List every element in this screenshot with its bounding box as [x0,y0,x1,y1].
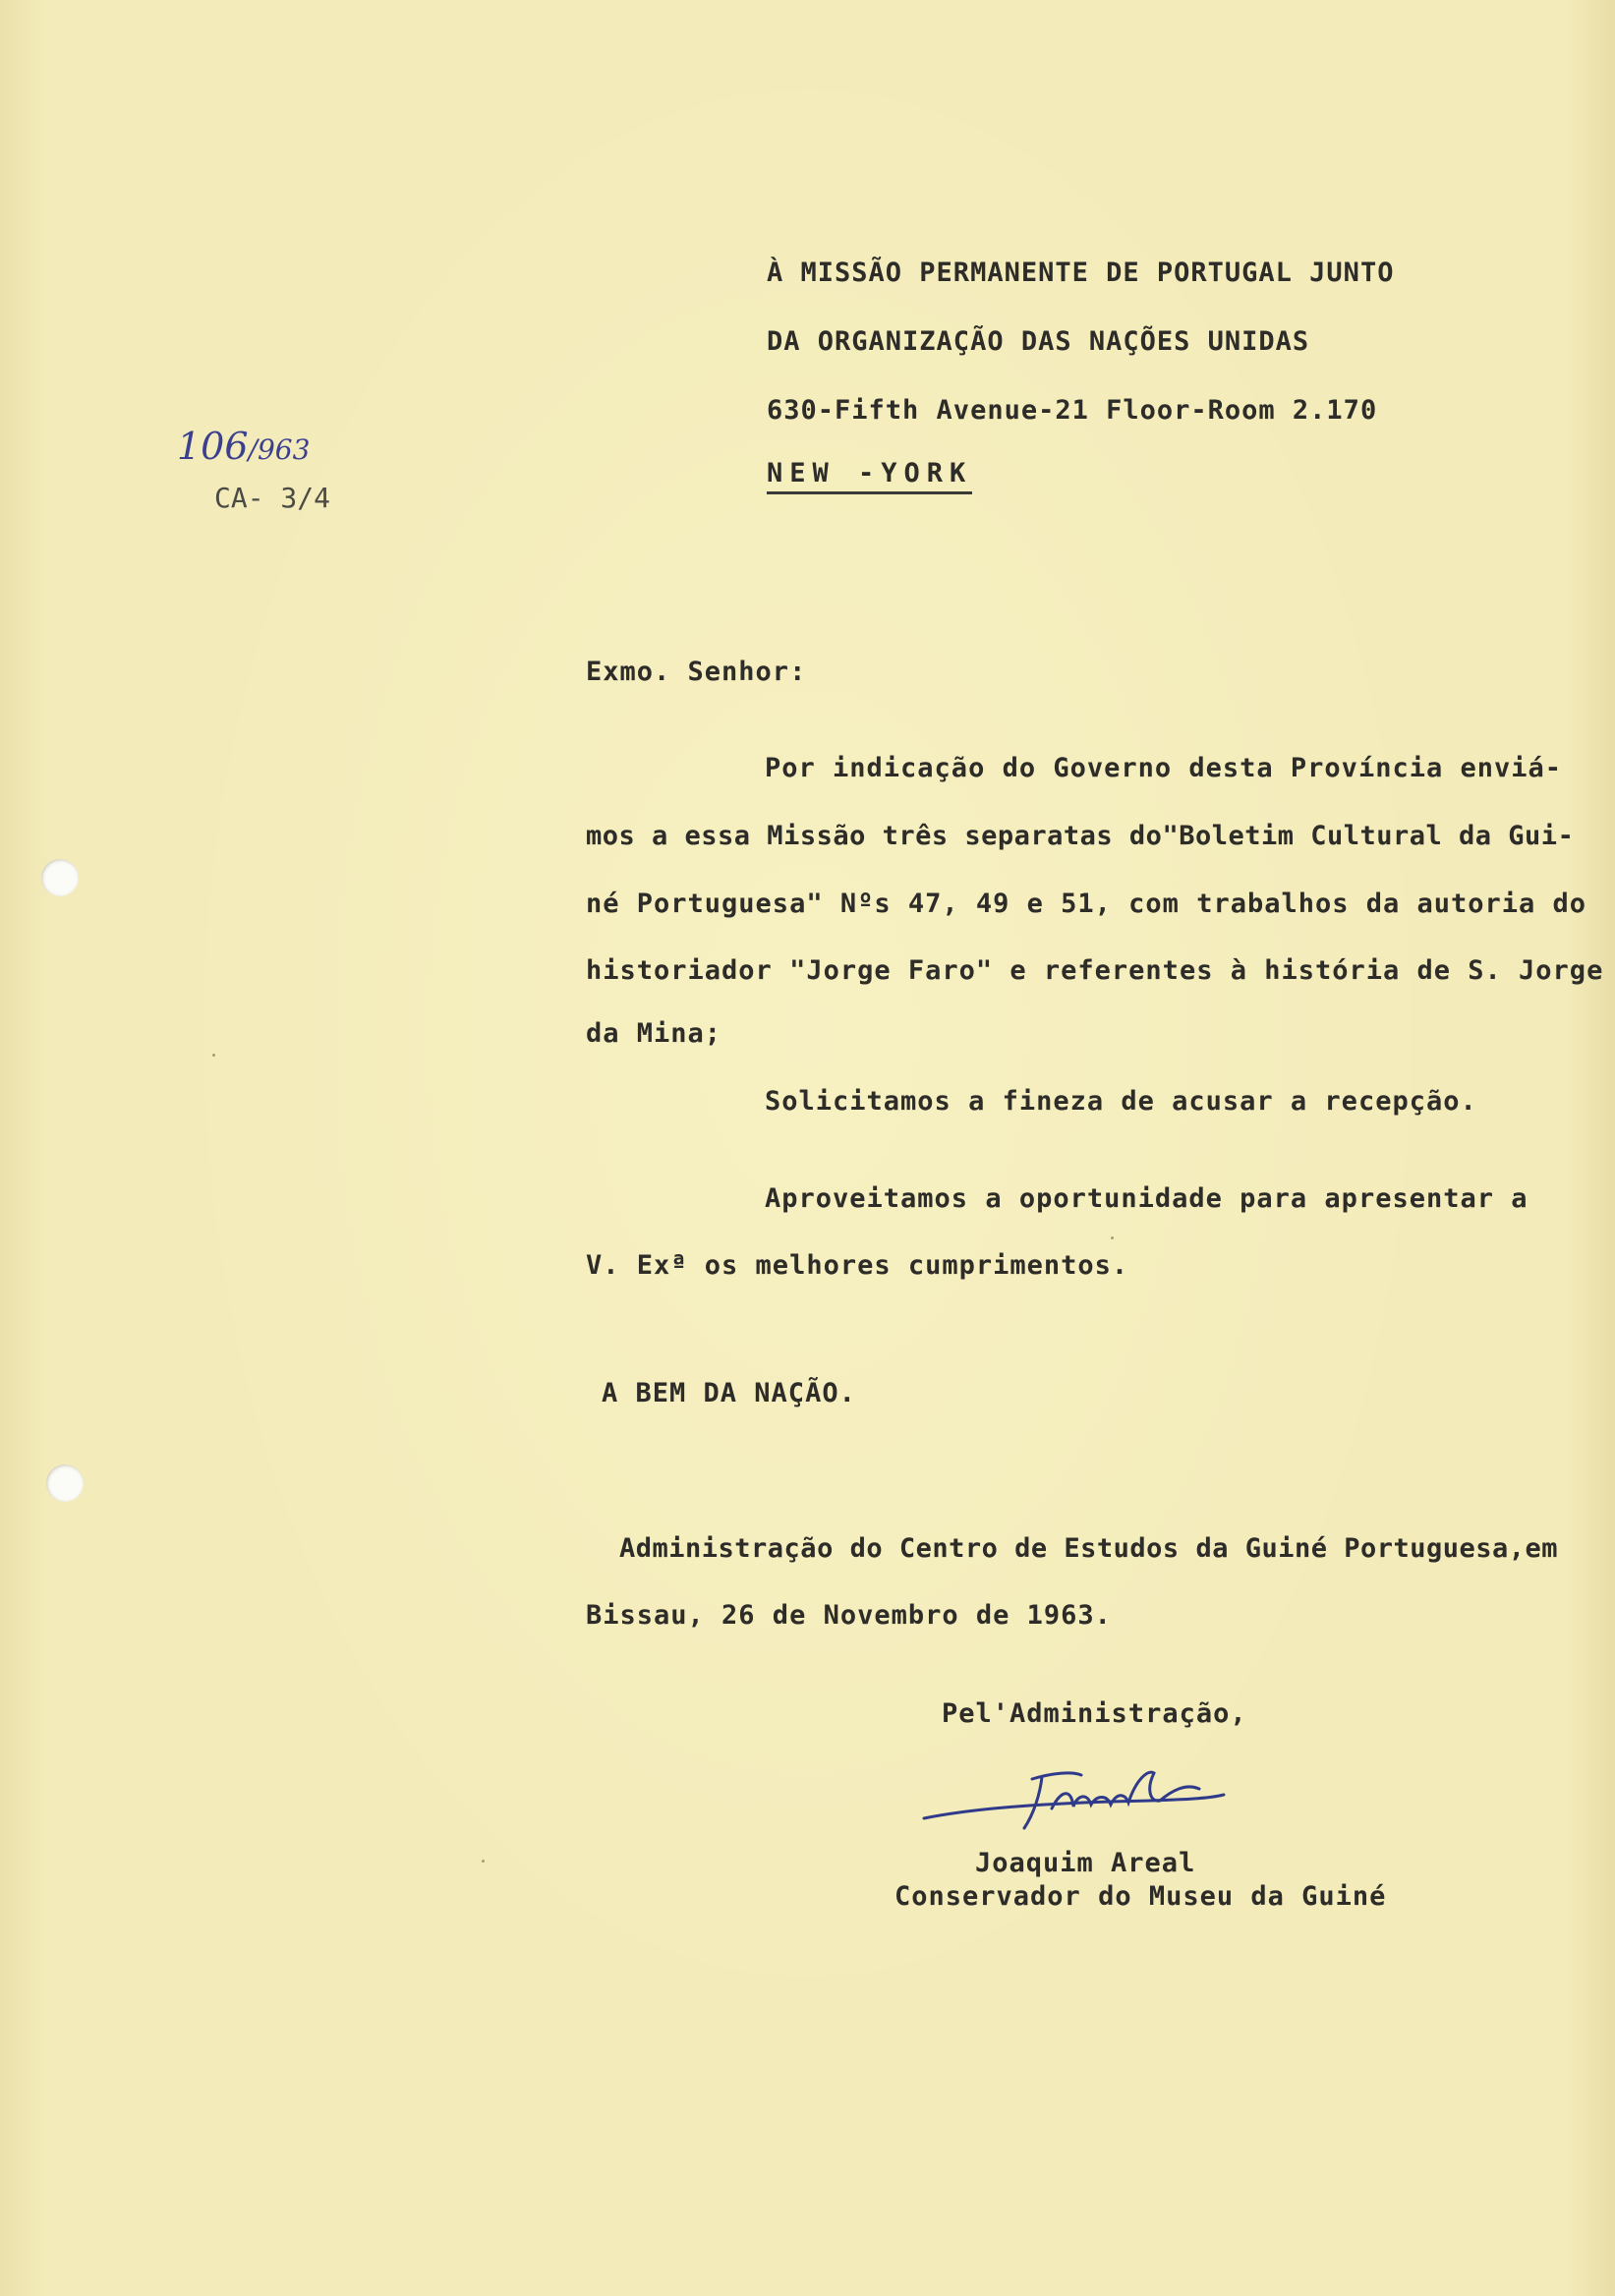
handwritten-reference [177,425,310,468]
body-p1-line-2: mos a essa Missão três separatas do"Boletim Cultural da Gui- [586,821,1575,851]
address-line-4: NEW -YORK [767,458,972,494]
body-p2: Solicitamos a fineza de acusar a recepção. [765,1086,1477,1117]
body-p1-line-5: da Mina; [586,1018,722,1049]
body-p3-line-1: Aproveitamos a oportunidade para apresentar a [765,1183,1528,1214]
place-date-line-1: Administração do Centro de Estudos da Guiné Portuguesa,em [619,1533,1559,1564]
body-p3-line-2: V. Exª os melhores cumprimentos. [586,1250,1129,1281]
signoff: Pel'Administração, [942,1698,1247,1729]
body-p1-line-3: né Portuguesa" Nºs 47, 49 e 51, com trabalhos da autoria do [586,889,1587,919]
reference-code: CA- 3/4 [214,482,331,514]
paper-speck [212,1054,215,1057]
salutation: Exmo. Senhor: [586,657,807,687]
handwritten-reference-number: 106 [177,425,249,468]
address-line-1: À MISSÃO PERMANENTE DE PORTUGAL JUNTO [767,258,1395,288]
address-line-2: DA ORGANIZAÇÃO DAS NAÇÕES UNIDAS [767,326,1310,357]
punch-hole-upper [41,859,79,896]
handwritten-signature [914,1759,1229,1838]
address-line-3: 630-Fifth Avenue-21 Floor-Room 2.170 [767,395,1378,426]
punch-hole-lower [46,1464,84,1502]
place-date-line-2: Bissau, 26 de Novembro de 1963. [586,1600,1112,1631]
closing-formula: A BEM DA NAÇÃO. [602,1378,856,1408]
signatory-name: Joaquim Areal [975,1848,1196,1878]
signatory-title: Conservador do Museu da Guiné [894,1881,1387,1912]
body-p1-line-1: Por indicação do Governo desta Província enviá- [765,753,1563,783]
paper-speck [1111,1236,1114,1239]
body-p1-line-4: historiador "Jorge Faro" e referentes à história de S. Jorge [586,955,1604,986]
handwritten-reference-year: /963 [248,433,311,466]
paper-speck [482,1860,485,1863]
